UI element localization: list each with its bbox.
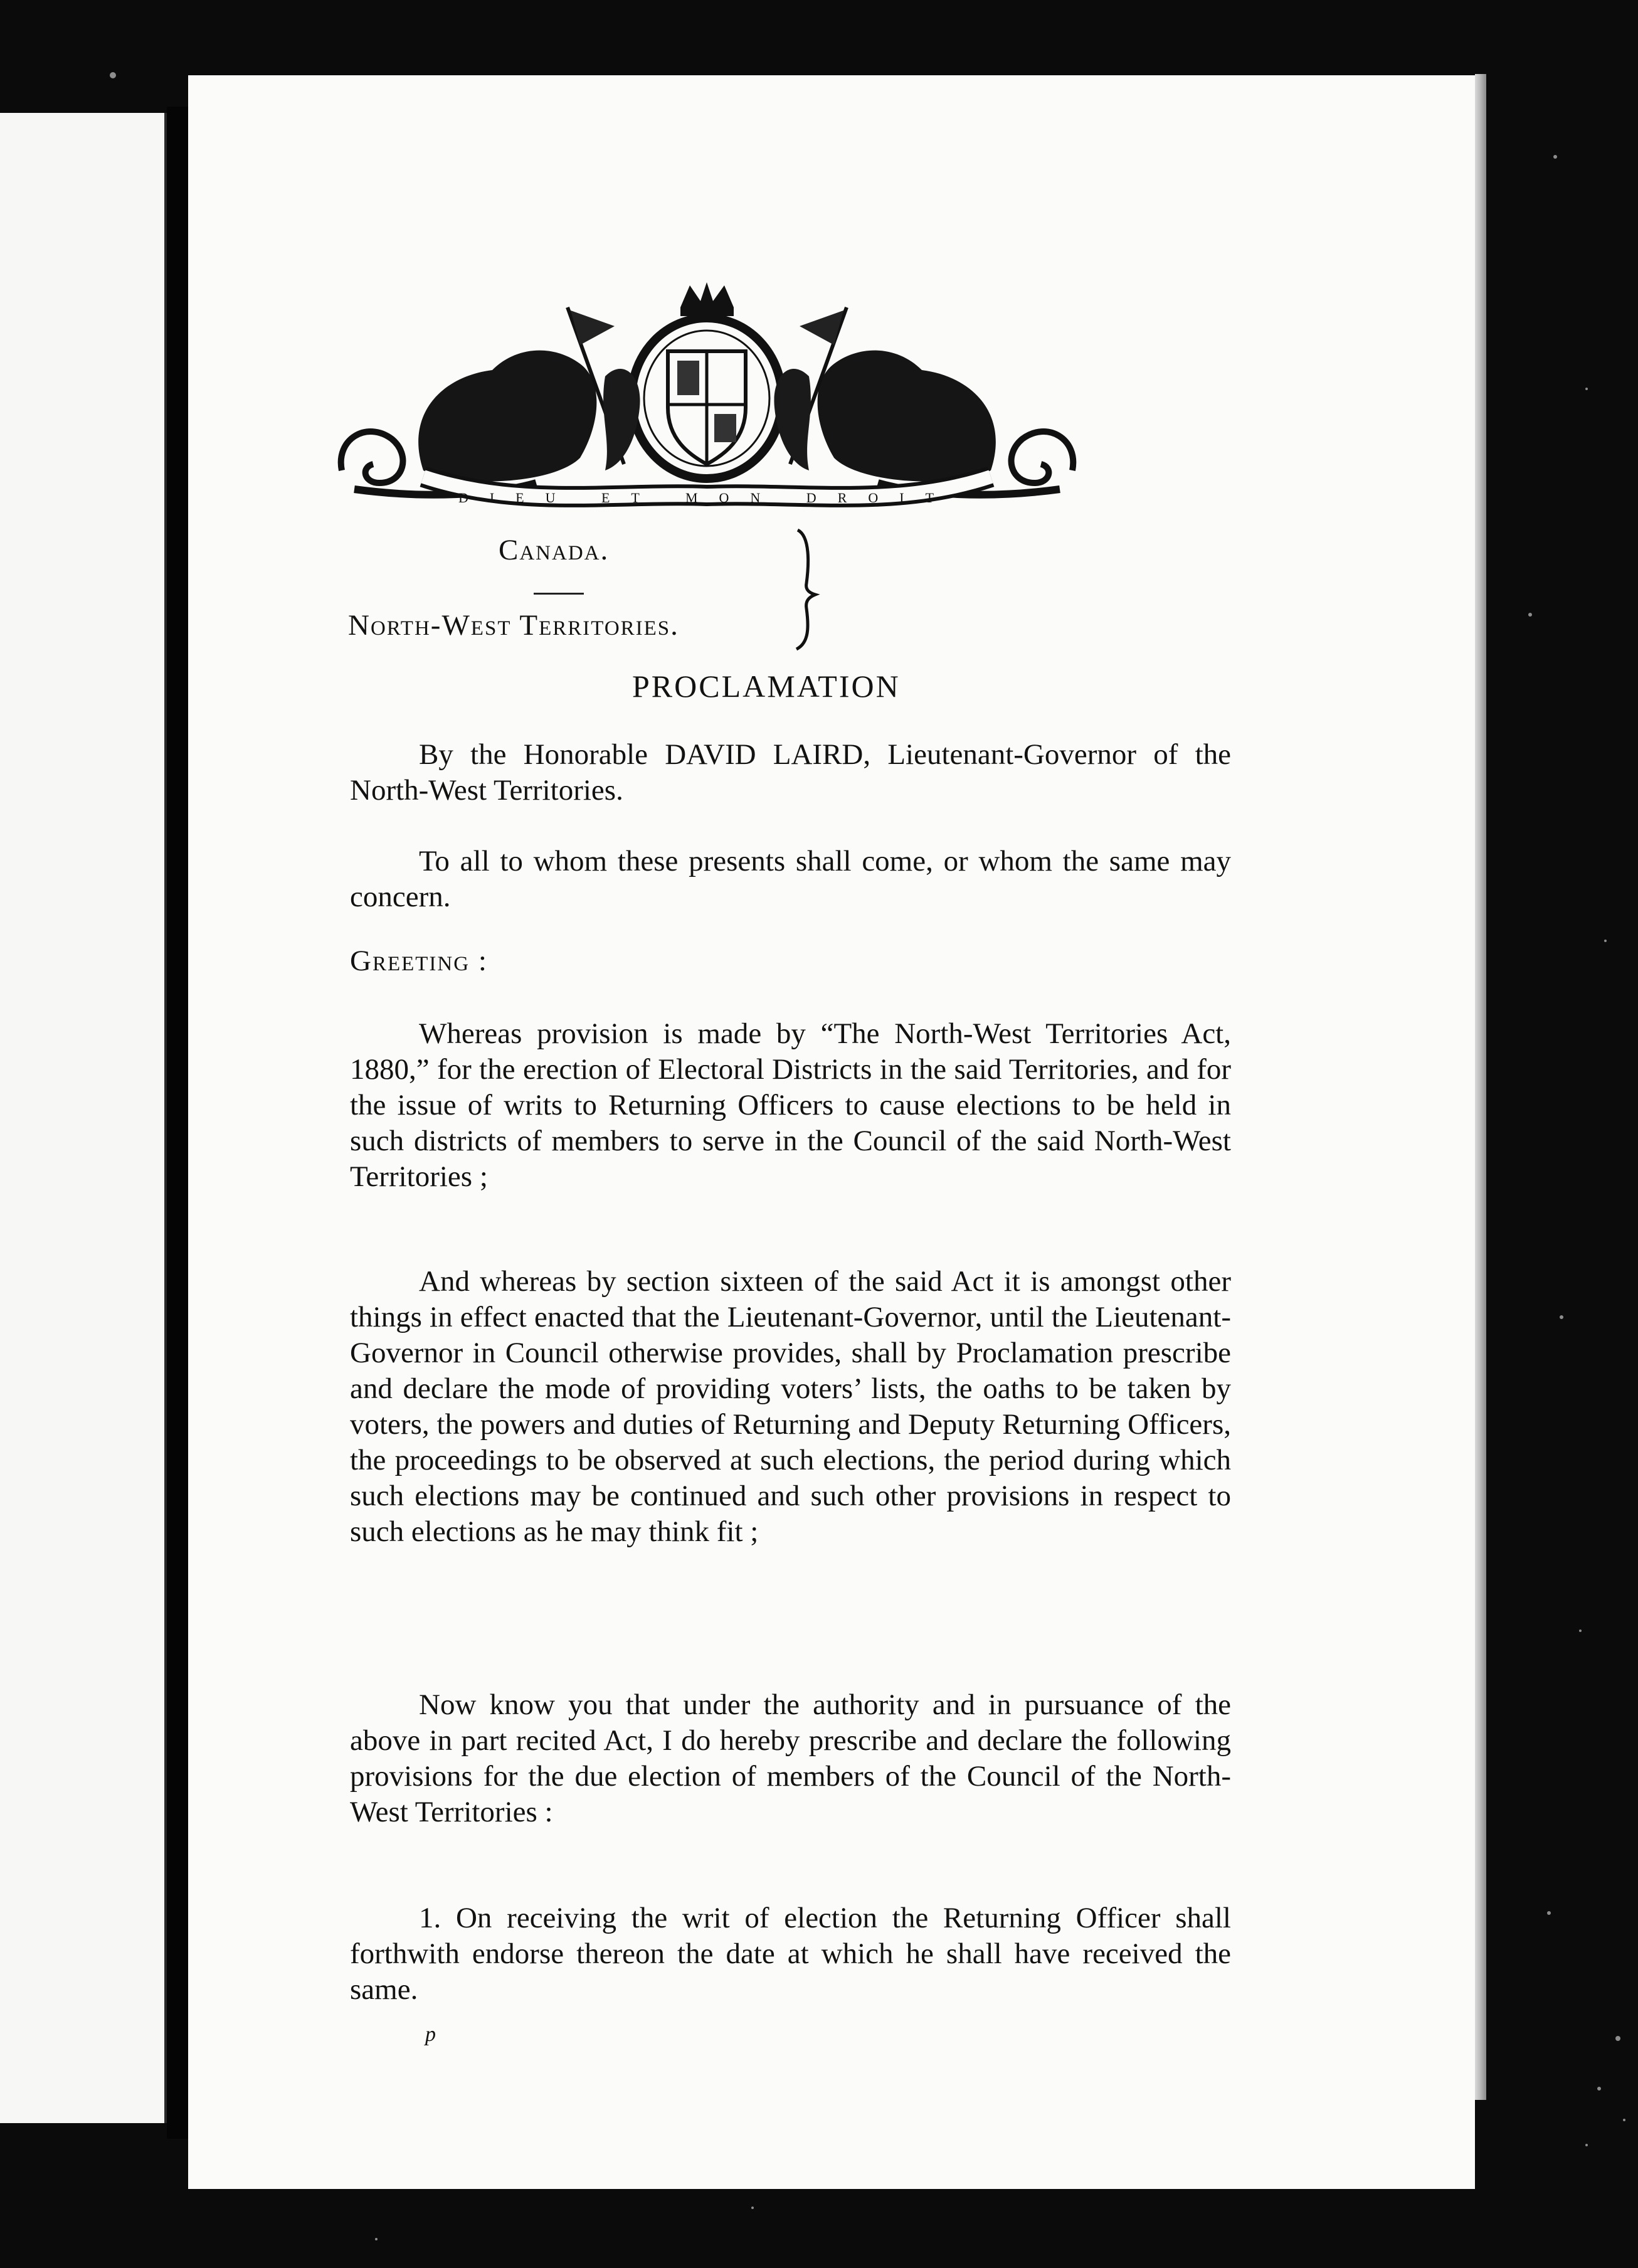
territory-heading: North-West Territories.: [348, 609, 679, 642]
signature-mark: p: [425, 2023, 436, 2046]
document-title: PROCLAMATION: [632, 669, 901, 704]
page-edge-shadow: [1475, 74, 1486, 2100]
section-sixteen-paragraph: And whereas by section sixteen of the said Act it is amongst other things in effect enacted that the Lieutenant-Governor, until the Lieutenant-Governor in Council otherwise provides, shall by Proclamation prescribe and declare the mode of providing voters’ lists, the oaths to be taken by voters, the powers and duties of Returning and Deputy Returning Officers, the proceedings to be observed at such elections, the period during which such elections may be continued and such other provisions in respect to such elections as he may think fit ;: [350, 1265, 1231, 1548]
whereas-paragraph: Whereas provision is made by “The North-West Territories Act, 1880,” for the erection of Electoral Districts in the said Territories, and for the issue of writs to Returning Officers to cause elections to be held in such districts of members to serve in the Council of the said North-West Territories ;: [350, 1017, 1231, 1193]
crest-motto: DIEU ET MON DROIT: [458, 490, 956, 506]
right-brace-icon: [790, 527, 825, 652]
salutation: Greeting :: [350, 945, 488, 977]
canada-heading: Canada.: [499, 534, 610, 566]
now-know-you-paragraph: Now know you that under the authority and in pursuance of the above in part recited Act, I do hereby prescribe and declare the following provisions for the due election of members of the Council of the North-West Territories :: [350, 1688, 1231, 1828]
jurisdiction-heading: [348, 533, 825, 659]
facing-page: [0, 113, 168, 2123]
heading-rule: [534, 593, 584, 595]
intro-paragraph: By the Honorable DAVID LAIRD, Lieutenant-Governor of the North-West Territories.: [350, 738, 1231, 807]
royal-coat-of-arms-emblem: [329, 282, 1085, 517]
clause-one-paragraph: 1. On receiving the writ of election the Returning Officer shall forthwith endorse thereon the date at which he shall have received the same.: [350, 1902, 1231, 2006]
book-gutter: [167, 107, 188, 2139]
address-paragraph: To all to whom these presents shall come, or whom the same may concern.: [350, 845, 1231, 913]
